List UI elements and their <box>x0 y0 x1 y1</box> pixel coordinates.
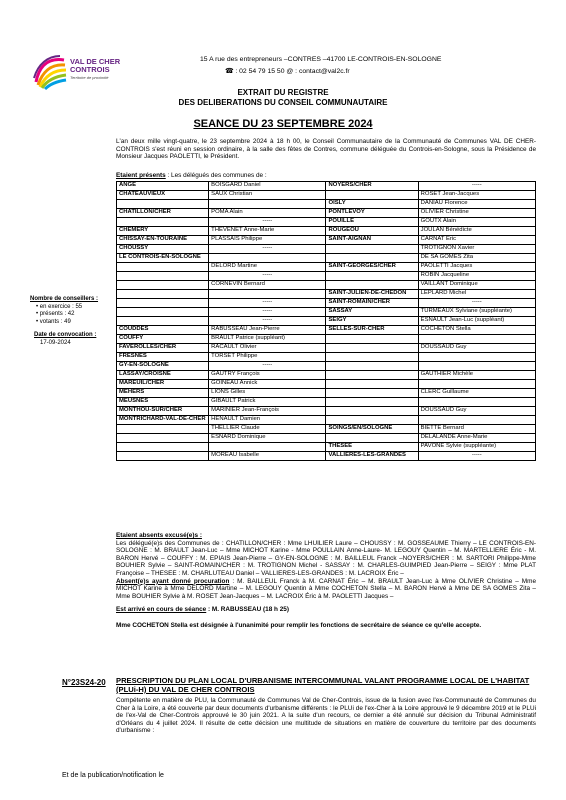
delegate-cell: PLASSAIS Philippe <box>209 236 326 245</box>
commune-cell: SELLES-SUR-CHER <box>326 326 418 335</box>
presents-heading <box>116 172 536 180</box>
table-row <box>117 299 536 308</box>
footer-publication: Et de la publication/notification le <box>62 772 164 779</box>
table-row <box>117 398 536 407</box>
commune-cell <box>117 317 209 326</box>
commune-cell: ANGE <box>117 182 209 191</box>
delegate-cell: ----- <box>209 299 326 308</box>
table-row <box>117 335 536 344</box>
commune-cell <box>117 272 209 281</box>
table-row <box>117 443 536 452</box>
commune-cell <box>326 272 418 281</box>
delegate-cell: TURMEAUX Sylviane (suppléante) <box>418 308 535 317</box>
delegate-cell: VAILLANT Dominique <box>418 281 535 290</box>
table-row <box>117 236 536 245</box>
delegate-cell: DELORD Martine <box>209 263 326 272</box>
table-row <box>117 371 536 380</box>
absents-title: Etaient absents excusé(e)s : <box>116 532 202 539</box>
commune-cell <box>326 254 418 263</box>
delegate-cell: ----- <box>209 272 326 281</box>
delegate-cell: GAUTRY François <box>209 371 326 380</box>
commune-cell <box>326 362 418 371</box>
commune-cell: FAVEROLLES/CHER <box>117 344 209 353</box>
delegate-cell: ROBIN Jacqueline <box>418 272 535 281</box>
table-row <box>117 326 536 335</box>
delegate-cell: BRAULT Patrice (suppléant) <box>209 335 326 344</box>
delegate-cell: TORSET Philippe <box>209 353 326 362</box>
commune-cell: MONTHOU-SUR/CHER <box>117 407 209 416</box>
delegate-cell: RACAULT Olivier <box>209 344 326 353</box>
delegate-cell: HÉNAULT Damien <box>209 416 326 425</box>
commune-cell: MEHERS <box>117 389 209 398</box>
arrive-title: Est arrivé en cours de séance <box>116 606 207 614</box>
arrive-text: : M. RABUSSEAU (18 h 25) <box>206 606 289 614</box>
delegate-cell: ----- <box>209 218 326 227</box>
delegate-cell: PAOLETTI Jacques <box>418 263 535 272</box>
seance-title: SEANCE DU 23 SEPTEMBRE 2024 <box>193 118 373 130</box>
table-row <box>117 452 536 461</box>
table-row <box>117 245 536 254</box>
conseillers-presents: • présents : 42 <box>36 311 75 317</box>
delegate-cell: POMA Alain <box>209 209 326 218</box>
delegate-cell: ----- <box>418 299 535 308</box>
commune-cell: POUILLE <box>326 218 418 227</box>
commune-cell: SAINT-GEORGES/CHER <box>326 263 418 272</box>
table-row <box>117 200 536 209</box>
delegate-cell: ESNAULT Jean-Luc (suppléant) <box>418 317 535 326</box>
commune-cell: LASSAY/CROISNE <box>117 371 209 380</box>
delegate-cell: LEPLARD Michel <box>418 290 535 299</box>
commune-cell <box>117 299 209 308</box>
logo-mark-icon <box>30 52 70 92</box>
table-row <box>117 218 536 227</box>
delegate-cell: GIBAULT Patrick <box>209 398 326 407</box>
commune-cell: COUFFY <box>117 335 209 344</box>
delegate-cell <box>418 416 535 425</box>
commune-cell <box>117 434 209 443</box>
table-row <box>117 182 536 191</box>
delegate-cell: GOINEAU Annick <box>209 380 326 389</box>
table-row <box>117 191 536 200</box>
delegate-cell <box>209 290 326 299</box>
delegate-cell: TROTIGNON Xavier <box>418 245 535 254</box>
commune-cell: MEUSNES <box>117 398 209 407</box>
delegate-cell: THEVENET Anne-Marie <box>209 227 326 236</box>
presents-suffix: : Les délégués des communes de : <box>165 172 267 179</box>
conseillers-votants: • votants : 49 <box>36 318 71 325</box>
logo-tagline: Territoire de proximité <box>70 75 109 80</box>
table-row <box>117 407 536 416</box>
delegate-cell: DE SA GOMES Zita <box>418 254 535 263</box>
table-row <box>117 290 536 299</box>
commune-cell: LE CONTROIS-EN-SOLOGNE <box>117 254 209 263</box>
commune-cell <box>326 245 418 254</box>
delegate-cell: ----- <box>418 452 535 461</box>
commune-cell <box>326 335 418 344</box>
table-row <box>117 308 536 317</box>
delegate-cell: BIETTE Bernard <box>418 425 535 434</box>
commune-cell <box>117 308 209 317</box>
commune-cell: CHATEAUVIEUX <box>117 191 209 200</box>
delegate-cell: CORNEVIN Bernard <box>209 281 326 290</box>
commune-cell <box>326 398 418 407</box>
delegate-cell: DELALANDE Anne-Marie <box>418 434 535 443</box>
conseillers-box <box>30 296 98 347</box>
delegate-cell: ----- <box>209 308 326 317</box>
commune-cell: FRESNES <box>117 353 209 362</box>
deliberation-title: PRESCRIPTION DU PLAN LOCAL D'URBANISME INTERCOMMUNAL VALANT PROGRAMME LOCAL DE L'HABITAT (PLUi-H) DU VAL DE CHER CONTROIS <box>116 676 530 694</box>
absents-section <box>116 532 536 630</box>
delegate-cell <box>418 398 535 407</box>
commune-cell <box>117 443 209 452</box>
table-row <box>117 272 536 281</box>
commune-cell: SOINGS/EN/SOLOGNE <box>326 425 418 434</box>
commune-cell <box>117 281 209 290</box>
delegate-cell <box>209 254 326 263</box>
delegate-cell: ----- <box>209 317 326 326</box>
commune-cell <box>326 416 418 425</box>
commune-cell <box>117 290 209 299</box>
delegates-table <box>116 181 536 461</box>
commune-cell: OISLY <box>326 200 418 209</box>
header-address: 15 A rue des entrepreneurs –CONTRES –41700 LE-CONTROIS-EN-SOLOGNE <box>200 56 442 63</box>
commune-cell <box>326 191 418 200</box>
delegate-cell <box>418 362 535 371</box>
commune-cell: THESEE <box>326 443 418 452</box>
table-row <box>117 254 536 263</box>
commune-cell: SEIGY <box>326 317 418 326</box>
commune-cell: CHOUSSY <box>117 245 209 254</box>
delegate-cell: OLIVIER Christine <box>418 209 535 218</box>
commune-cell <box>326 434 418 443</box>
commune-cell <box>326 389 418 398</box>
procuration-title: Absent(e)s ayant donné procuration <box>116 577 230 585</box>
deliberation-body: Compétente en matière de PLU, la Communauté de Communes Val de Cher-Controis, issue de la fusion avec l'ex-Communauté de Communes du Cher à la Loire, a été couverte par deux documents d'urbanisme différents : le PLUi de l'ex-Cher à la Loire approuvé le 9 décembre 2019 et le PLUi de l'ex-Val de Cher-Controis approuvé le 30 juin 2021. A la suite d'un recours, ce dernier a été annulé sur décision du Tribunal Administratif d'Orléans du 4 juillet 2024. Il résulte de cette décision une multitude de situations en matière de couverture du territoire par des documents d'urbanisme : <box>116 697 536 735</box>
convocation-date: 17-09-2024 <box>40 339 71 346</box>
title-line-1: EXTRAIT DU REGISTRE <box>237 88 329 97</box>
commune-cell: MAREUIL/CHER <box>117 380 209 389</box>
table-row <box>117 416 536 425</box>
delegate-cell: ----- <box>209 362 326 371</box>
table-row <box>117 380 536 389</box>
delegate-cell: DOUSSAUD Guy <box>418 407 535 416</box>
delegate-cell: LIONS Gilles <box>209 389 326 398</box>
commune-cell <box>326 353 418 362</box>
table-row <box>117 389 536 398</box>
commune-cell: GY-EN-SOLOGNE <box>117 362 209 371</box>
commune-cell: NOYERS/CHER <box>326 182 418 191</box>
commune-cell <box>117 425 209 434</box>
delegate-cell: DANIAU Florence <box>418 200 535 209</box>
table-row <box>117 317 536 326</box>
conseillers-title: Nombre de conseillers : <box>30 296 99 302</box>
delegate-cell: ----- <box>418 182 535 191</box>
header-contact: ☎ : 02 54 79 15 50 @ : contact@val2c.fr <box>225 68 350 75</box>
table-row <box>117 227 536 236</box>
table-row <box>117 353 536 362</box>
title-line-2: DES DELIBERATIONS DU CONSEIL COMMUNAUTAIRE <box>178 98 388 107</box>
delegate-cell: ESNARD Dominique <box>209 434 326 443</box>
delegate-cell: GOUTX Alain <box>418 218 535 227</box>
table-row <box>117 209 536 218</box>
deliberation-number: N°23S24-20 <box>62 678 106 687</box>
procuration-text: : M. BAILLEUL Franck à M. CARNAT Éric – M. BRAULT Jean-Luc à Mme OLIVIER Christine – Mme MICHOT Karine à Mme DELORD Martine – M. LEGOUY Quentin à Mme COCHETON Stella – M. BARON Hervé à Mme DE SA GOMES Zita – Mme BOUHIER Sylvie à M. ROSET Jean-Jacques – M. LACROIX Éric à M. PAOLETTI Jacques – <box>116 577 536 600</box>
commune-cell: ROUGEOU <box>326 227 418 236</box>
delegate-cell <box>209 443 326 452</box>
commune-cell: PONTLEVOY <box>326 209 418 218</box>
commune-cell: VALLIERES-LES-GRANDES <box>326 452 418 461</box>
table-row <box>117 434 536 443</box>
secretaire-text: Mme COCHETON Stella est désignée à l'unanimité pour remplir les fonctions de secrétaire de séance ce qu'elle accepte. <box>116 621 482 629</box>
delegate-cell <box>418 380 535 389</box>
delegate-cell: CLERC Guillaume <box>418 389 535 398</box>
delegate-cell: MOREAU Isabelle <box>209 452 326 461</box>
commune-cell <box>326 371 418 380</box>
delegate-cell: BOISGARD Daniel <box>209 182 326 191</box>
commune-cell: CHATILLON/CHER <box>117 209 209 218</box>
presents-label: Etaient présents <box>116 172 166 179</box>
delegate-cell: ----- <box>209 245 326 254</box>
delegate-cell: SAUX Christian <box>209 191 326 200</box>
delegate-cell: JOULAN Bénédicte <box>418 227 535 236</box>
commune-cell: COUDDES <box>117 326 209 335</box>
delegate-cell: RABUSSEAU Jean-Pierre <box>209 326 326 335</box>
commune-cell: CHISSAY-EN-TOURAINE <box>117 236 209 245</box>
commune-cell: SAINT-ROMAIN/CHER <box>326 299 418 308</box>
table-row <box>117 425 536 434</box>
conseillers-exercice: • en exercice : 55 <box>36 303 83 310</box>
commune-cell: SAINT-JULIEN-DE-CHEDON <box>326 290 418 299</box>
commune-cell: CHEMERY <box>117 227 209 236</box>
commune-cell <box>117 200 209 209</box>
commune-cell <box>326 380 418 389</box>
commune-cell <box>117 263 209 272</box>
table-row <box>117 344 536 353</box>
commune-cell: SASSAY <box>326 308 418 317</box>
delegate-cell: PAVONE Sylvie (suppléante) <box>418 443 535 452</box>
logo-line-2: CONTROIS <box>70 65 110 74</box>
commune-cell <box>326 407 418 416</box>
delegate-cell: ROSET Jean-Jacques <box>418 191 535 200</box>
convocation-title: Date de convocation : <box>34 332 97 338</box>
intro-paragraph: L'an deux mille vingt-quatre, le 23 septembre 2024 à 18 h 00, le Conseil Communautaire de la Communauté de Communes VAL DE CHER-CONTROIS s'est réuni en session ordinaire, à la salle des fêtes de Contres, commune déléguée du Controis-en-Sologne, sous la Présidence de Monsieur Jacques PAOLETTI, le Président. <box>116 138 536 161</box>
delegate-cell <box>418 335 535 344</box>
commune-cell <box>326 281 418 290</box>
delegate-cell: MARINIER Jean-François <box>209 407 326 416</box>
delegate-cell: GAUTHIER Michèle <box>418 371 535 380</box>
delegate-cell <box>209 200 326 209</box>
commune-cell <box>117 218 209 227</box>
commune-cell <box>326 344 418 353</box>
delegate-cell <box>418 353 535 362</box>
table-row <box>117 263 536 272</box>
commune-cell <box>117 452 209 461</box>
commune-cell: MONTRICHARD-VAL-DE-CHER <box>117 416 209 425</box>
table-row <box>117 281 536 290</box>
delegate-cell: COCHETON Stella <box>418 326 535 335</box>
commune-cell: SAINT-AIGNAN <box>326 236 418 245</box>
delegate-cell: THELLIER Claude <box>209 425 326 434</box>
delegate-cell: DOUSSAUD Guy <box>418 344 535 353</box>
absents-text: Les délégué(e)s des Communes de : CHATILLON/CHER : Mme LHUILIER Laure – CHOUSSY : M. GOSSEAUME Thierry – LE CONTROIS-EN-SOLOGNE : M. BRAULT Jean-Luc – Mme MICHOT Karine - Mme POULLAIN Anne-Laure- M. LEGOUY Quentin – M. MARTELLIERE Éric - M. BARON Hervé – COUFFY : M. EPIAIS Jean-Pierre – GY-EN-SOLOGNE : M. BAILLEUL Franck –NOYERS/CHER : M. SARTORI Philippe-Mme BOUHIER Sylvie – SAINT-ROMAIN/CHER : M. TROTIGNON Michel - SASSAY : M. CHARLES-GUIMPIED Jean-Pierre – SEIGY : Mme PLAT Françoise – THESEE : M. CHARLUTEAU Daniel – VALLIERES-LES-GRANDES : M. LACROIX Éric – <box>116 539 536 577</box>
delegate-cell: CARNAT Éric <box>418 236 535 245</box>
table-row <box>117 362 536 371</box>
logo-line-1: VAL DE CHER <box>70 57 121 66</box>
